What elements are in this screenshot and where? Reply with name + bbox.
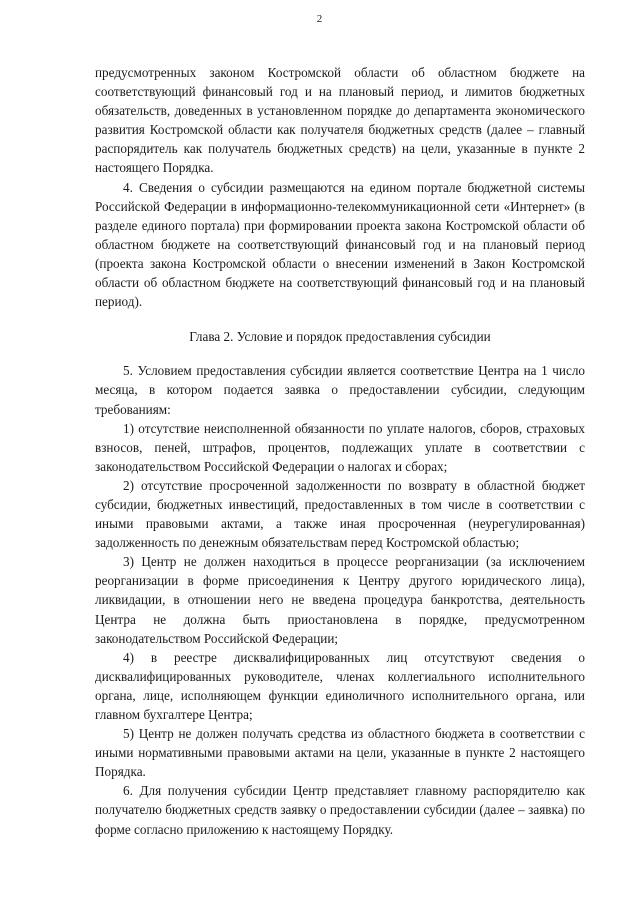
page-number: 2 — [316, 13, 323, 25]
paragraph-subitem-5: 5) Центр не должен получать средства из областного бюджета в соответствии с иными нормативными правовыми актами на цели, указанные в пункте 2 настоящего Порядка. — [95, 726, 585, 780]
paragraph-subitem-1: 1) отсутствие неисполненной обязанности по уплате налогов, сборов, страховых взносов, пеней, штрафов, процентов, подлежащих уплате в соответствии с законодательством Российской Федерации о налогах и сборах; — [95, 420, 585, 474]
paragraph-item-5: 5. Условием предоставления субсидии является соответствие Центра на 1 число месяца, в котором подается заявка о предоставлении субсидии, следующим требованиям: — [95, 363, 585, 417]
paragraph-continuation: предусмотренных законом Костромской области об областном бюджете на соответствующий финансовый год и на плановый период, и лимитов бюджетных обязательств, доведенных в установленном порядке до департамента экономического развития Костромской области как получателя бюджетных средств (далее – главный распорядитель как получатель бюджетных средств) на цели, указанные в пункте 2 настоящего Порядка. — [95, 65, 585, 176]
paragraph-subitem-2: 2) отсутствие просроченной задолженности по возврату в областной бюджет субсидии, бюджетных инвестиций, предоставленных в том числе в соответствии с иными правовыми актами, а также иная просроченная (неурегулированная) задолженность по денежным обязательствам перед Костромской областью; — [95, 477, 585, 551]
paragraph-item-6: 6. Для получения субсидии Центр представляет главному распорядителю как получателю бюджетных средств заявку о предоставлении субсидии (далее – заявка) по форме согласно приложению к настоящему Порядку. — [95, 783, 585, 837]
chapter-heading: Глава 2. Условие и порядок предоставления субсидии — [189, 329, 491, 345]
document-body — [95, 63, 585, 839]
paragraph-item-4: 4. Сведения о субсидии размещаются на едином портале бюджетной системы Российской Федерации в информационно-телекоммуникационной сети «Интернет» (в разделе единого портала) при формировании проекта закона Костромской области об областном бюджете на соответствующий финансовый год и на плановый период (проекта закона Костромской области о внесении изменений в Закон Костромской области об областном бюджете на соответствующий финансовый год и на плановый период). — [95, 179, 585, 310]
paragraph-subitem-3: 3) Центр не должен находиться в процессе реорганизации (за исключением реорганизации в форме присоединения к Центру другого юридического лица), ликвидации, в отношении него не введена процедура банкротства, деятельность Центра не должна быть приостановлена в порядке, предусмотренном законодательством Российской Федерации; — [95, 554, 585, 646]
paragraph-subitem-4: 4) в реестре дисквалифицированных лиц отсутствуют сведения о дисквалифицированных руководителе, членах коллегиального исполнительного органа, лице, исполняющем функции единоличного исполнительного органа, или главном бухгалтере Центра; — [95, 649, 585, 722]
